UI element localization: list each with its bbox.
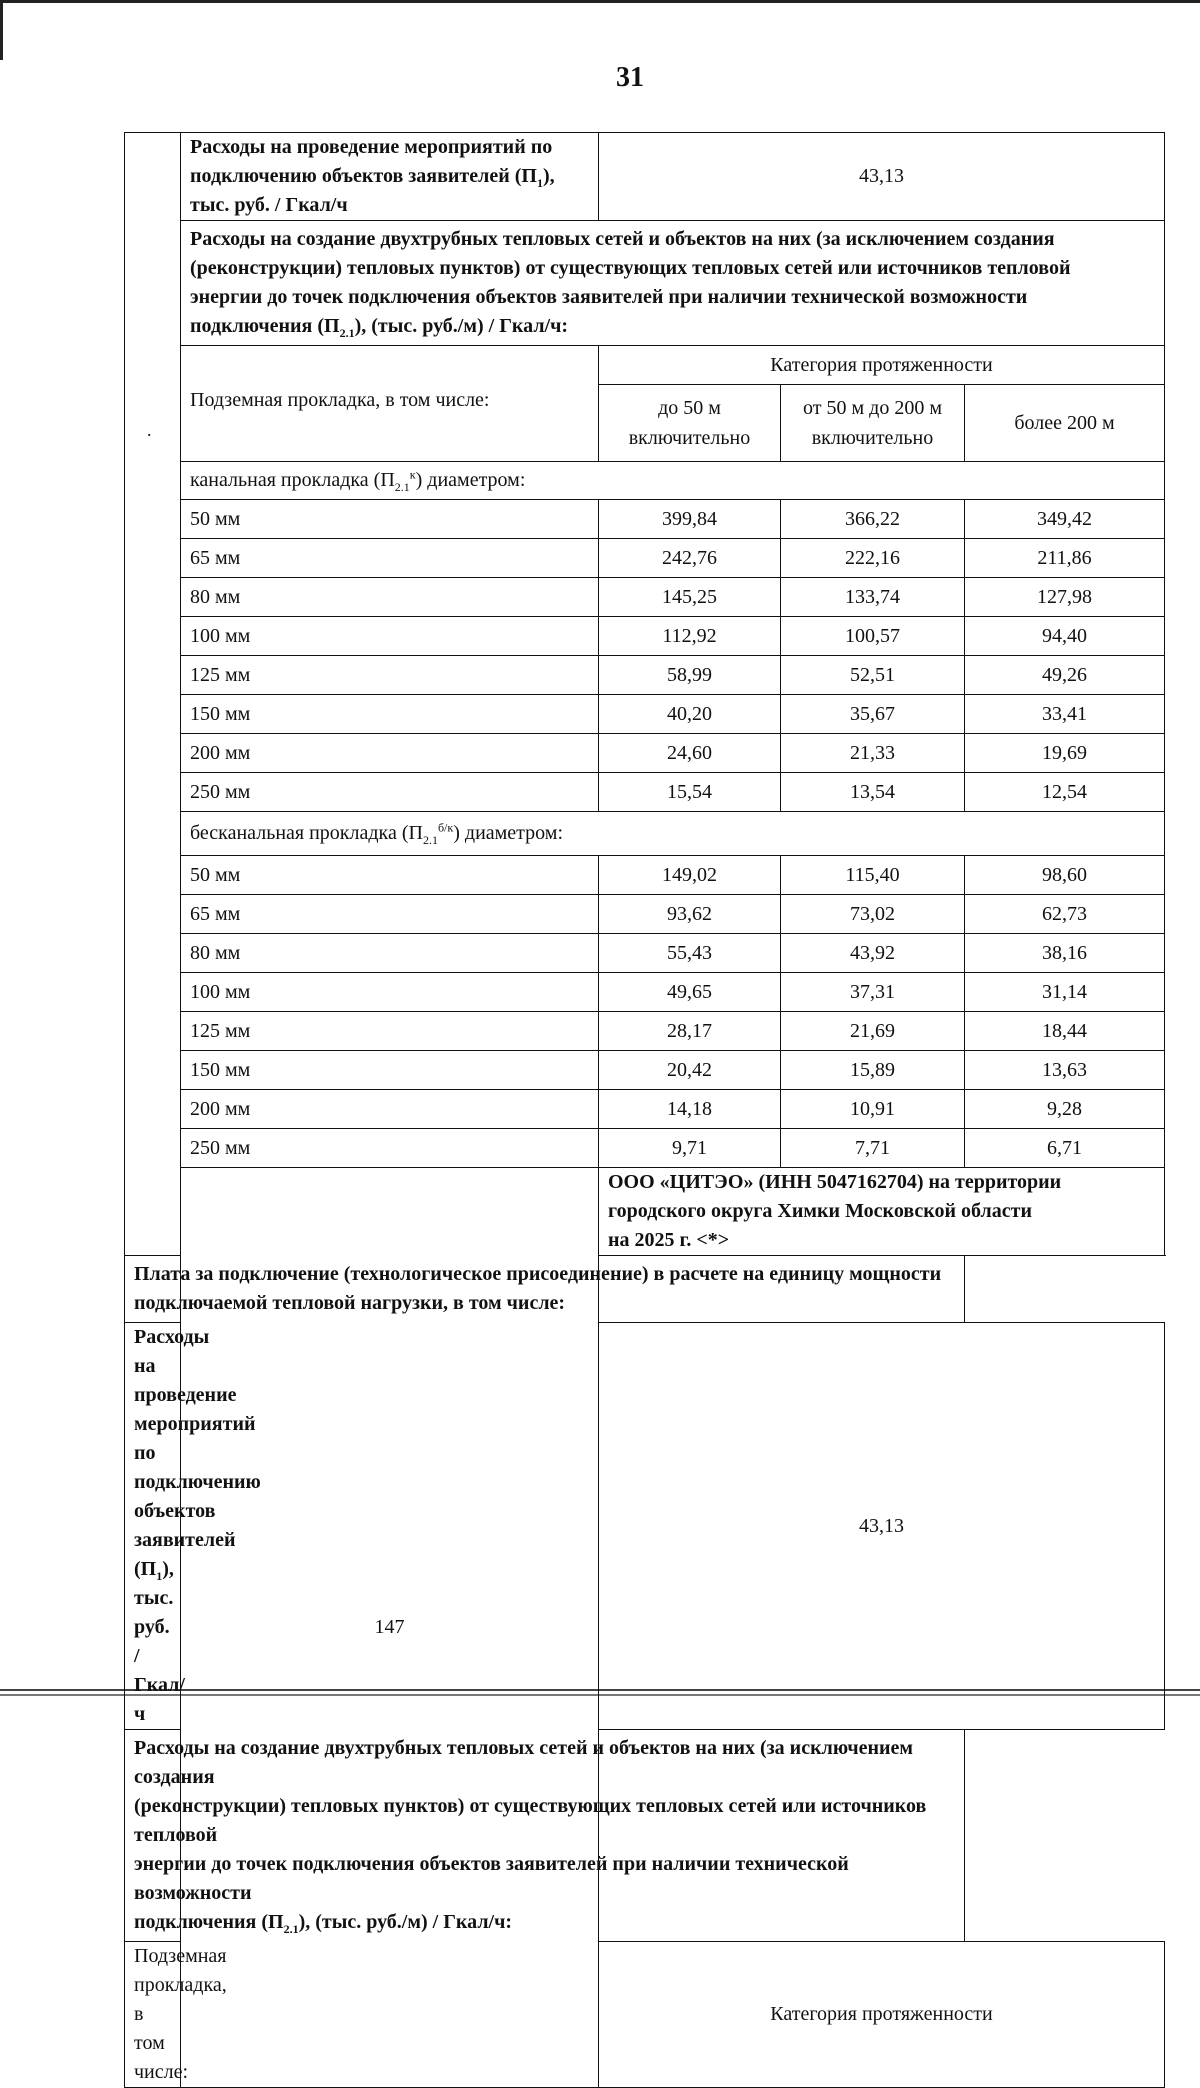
- channel-value-up-to-50: 24,60: [599, 734, 781, 773]
- channelless-diameter: 125 мм: [181, 1012, 599, 1051]
- channel-row: [125, 773, 1165, 812]
- block2-category-header: Категория протяженности: [599, 1942, 1165, 2088]
- tariff-table: [124, 132, 1165, 2088]
- block1-category-row: [125, 346, 1165, 385]
- channelless-value-50-to-200: 43,92: [781, 934, 965, 973]
- channelless-value-50-to-200: 73,02: [781, 895, 965, 934]
- channel-value-up-to-50: 58,99: [599, 656, 781, 695]
- channel-diameter: 100 мм: [181, 617, 599, 656]
- channel-value-over-200: 33,41: [965, 695, 1165, 734]
- channel-diameter: 50 мм: [181, 500, 599, 539]
- channel-row: [125, 578, 1165, 617]
- channelless-value-over-200: 98,60: [965, 856, 1165, 895]
- channel-diameter: 150 мм: [181, 695, 599, 734]
- block2-p21-intro-row: [125, 1730, 1165, 1942]
- channelless-value-up-to-50: 93,62: [599, 895, 781, 934]
- block1-p1-label: Расходы на проведение мероприятий по подключению объектов заявителей $(П_1)$, тыс. руб. / Гкал/ч: [181, 133, 599, 221]
- channel-value-up-to-50: 112,92: [599, 617, 781, 656]
- channel-diameter: 80 мм: [181, 578, 599, 617]
- channelless-value-up-to-50: 14,18: [599, 1090, 781, 1129]
- channel-value-over-200: 127,98: [965, 578, 1165, 617]
- block2-fee: Плата за подключение (технологическое присоединение) в расчете на единицу мощности подключаемой тепловой нагрузки, в том числе:: [125, 1256, 965, 1323]
- block1-p21-intro: Расходы на создание двухтрубных тепловых сетей и объектов на них (за исключением создания (реконструкции) тепловых пунктов) от существующих тепловых сетей или источников тепловой энергии до точек подключения объектов заявителей при наличии технической возможности подключения $(П_{2.1})$, (тыс. руб./м) / Гкал/ч:: [181, 221, 1165, 346]
- channelless-row: [125, 973, 1165, 1012]
- channel-row: [125, 617, 1165, 656]
- channel-value-over-200: 19,69: [965, 734, 1165, 773]
- channel-value-50-to-200: 366,22: [781, 500, 965, 539]
- block1-underground-label: Подземная прокладка, в том числе:: [181, 346, 599, 462]
- channelless-title-row: [125, 812, 1165, 856]
- channel-diameter: 200 мм: [181, 734, 599, 773]
- col-up-to-50: до 50 м включительно: [599, 385, 781, 462]
- channel-value-50-to-200: 52,51: [781, 656, 965, 695]
- block1-p1-value: 43,13: [599, 133, 1165, 221]
- block1-p1-row: [125, 133, 1165, 221]
- channel-diameter: 65 мм: [181, 539, 599, 578]
- channelless-value-up-to-50: 28,17: [599, 1012, 781, 1051]
- channelless-row: [125, 856, 1165, 895]
- channelless-value-over-200: 31,14: [965, 973, 1165, 1012]
- channelless-value-up-to-50: 49,65: [599, 973, 781, 1012]
- channelless-value-50-to-200: 15,89: [781, 1051, 965, 1090]
- channelless-value-over-200: 62,73: [965, 895, 1165, 934]
- channelless-value-50-to-200: 7,71: [781, 1129, 965, 1168]
- channel-diameter: 250 мм: [181, 773, 599, 812]
- channel-value-50-to-200: 21,33: [781, 734, 965, 773]
- channel-title: канальная прокладка $(П_{2.1}^к)$ диаметром:: [181, 462, 1165, 500]
- scan-edge-top: [0, 0, 1200, 3]
- channelless-title: бесканальная прокладка $(П_{2.1}^{б/к})$ диаметром:: [181, 812, 1165, 856]
- channelless-value-over-200: 13,63: [965, 1051, 1165, 1090]
- page-number: 31: [616, 62, 644, 93]
- channelless-value-up-to-50: 55,43: [599, 934, 781, 973]
- channel-value-up-to-50: 242,76: [599, 539, 781, 578]
- channel-value-50-to-200: 100,57: [781, 617, 965, 656]
- channelless-row: [125, 1051, 1165, 1090]
- stray-dot: .: [147, 420, 152, 440]
- channelless-value-50-to-200: 21,69: [781, 1012, 965, 1051]
- scan-edge-left: [0, 0, 3, 60]
- channel-row: [125, 656, 1165, 695]
- channelless-value-over-200: 38,16: [965, 934, 1165, 973]
- channelless-row: [125, 1012, 1165, 1051]
- channelless-row: [125, 1129, 1165, 1168]
- block2-underground-label: Подземная прокладка, в том числе:: [125, 1942, 181, 2088]
- block2-p21-intro: Расходы на создание двухтрубных тепловых сетей и объектов на них (за исключением создания (реконструкции) тепловых пунктов) от существующих тепловых сетей или источников тепловой энергии до точек подключения объектов заявителей при наличии технической возможности подключения $(П_{2.1})$, (тыс. руб./м) / Гкал/ч:: [125, 1730, 965, 1942]
- channel-value-over-200: 12,54: [965, 773, 1165, 812]
- channel-diameter: 125 мм: [181, 656, 599, 695]
- channelless-diameter: 100 мм: [181, 973, 599, 1012]
- channelless-value-over-200: 6,71: [965, 1129, 1165, 1168]
- channel-row: [125, 500, 1165, 539]
- channelless-diameter: 50 мм: [181, 856, 599, 895]
- col-over-200: более 200 м: [965, 385, 1165, 462]
- block1-number-cell: [125, 133, 181, 1256]
- col-50-to-200: от 50 м до 200 м включительно: [781, 385, 965, 462]
- channel-value-50-to-200: 35,67: [781, 695, 965, 734]
- channel-value-up-to-50: 15,54: [599, 773, 781, 812]
- channelless-value-up-to-50: 9,71: [599, 1129, 781, 1168]
- channel-value-over-200: 49,26: [965, 656, 1165, 695]
- channel-row: [125, 539, 1165, 578]
- channel-value-up-to-50: 40,20: [599, 695, 781, 734]
- block2-p1-value: 43,13: [599, 1323, 1165, 1730]
- channel-value-50-to-200: 222,16: [781, 539, 965, 578]
- channelless-value-over-200: 9,28: [965, 1090, 1165, 1129]
- channel-value-50-to-200: 13,54: [781, 773, 965, 812]
- block2-number: 147: [181, 1168, 599, 2088]
- channelless-diameter: 65 мм: [181, 895, 599, 934]
- channelless-value-over-200: 18,44: [965, 1012, 1165, 1051]
- block2-p1-label: Расходы на проведение мероприятий по подключению объектов заявителей $(П_1)$, тыс. руб. / Гкал/ч: [125, 1323, 181, 1730]
- channelless-diameter: 200 мм: [181, 1090, 599, 1129]
- channel-value-over-200: 94,40: [965, 617, 1165, 656]
- block2-org-row: [125, 1168, 1165, 1256]
- channelless-row: [125, 1090, 1165, 1129]
- channelless-diameter: 150 мм: [181, 1051, 599, 1090]
- channelless-diameter: 250 мм: [181, 1129, 599, 1168]
- tariff-table-body: [125, 133, 1165, 2088]
- channel-row: [125, 695, 1165, 734]
- channelless-value-up-to-50: 149,02: [599, 856, 781, 895]
- block1-p21-intro-row: [125, 221, 1165, 346]
- channelless-value-50-to-200: 10,91: [781, 1090, 965, 1129]
- channel-title-row: [125, 462, 1165, 500]
- channel-value-up-to-50: 145,25: [599, 578, 781, 617]
- channel-value-over-200: 211,86: [965, 539, 1165, 578]
- channelless-value-50-to-200: 37,31: [781, 973, 965, 1012]
- channelless-value-50-to-200: 115,40: [781, 856, 965, 895]
- block2-fee-row: [125, 1256, 1165, 1323]
- block2-org: ООО «ЦИТЭО» (ИНН 5047162704) на территории городского округа Химки Московской области на 2025 г. <*>: [599, 1168, 1165, 1256]
- channelless-diameter: 80 мм: [181, 934, 599, 973]
- channelless-row: [125, 895, 1165, 934]
- channelless-row: [125, 934, 1165, 973]
- channel-value-over-200: 349,42: [965, 500, 1165, 539]
- channel-value-up-to-50: 399,84: [599, 500, 781, 539]
- block1-category-header: Категория протяженности: [599, 346, 1165, 385]
- channelless-value-up-to-50: 20,42: [599, 1051, 781, 1090]
- channel-value-50-to-200: 133,74: [781, 578, 965, 617]
- channel-row: [125, 734, 1165, 773]
